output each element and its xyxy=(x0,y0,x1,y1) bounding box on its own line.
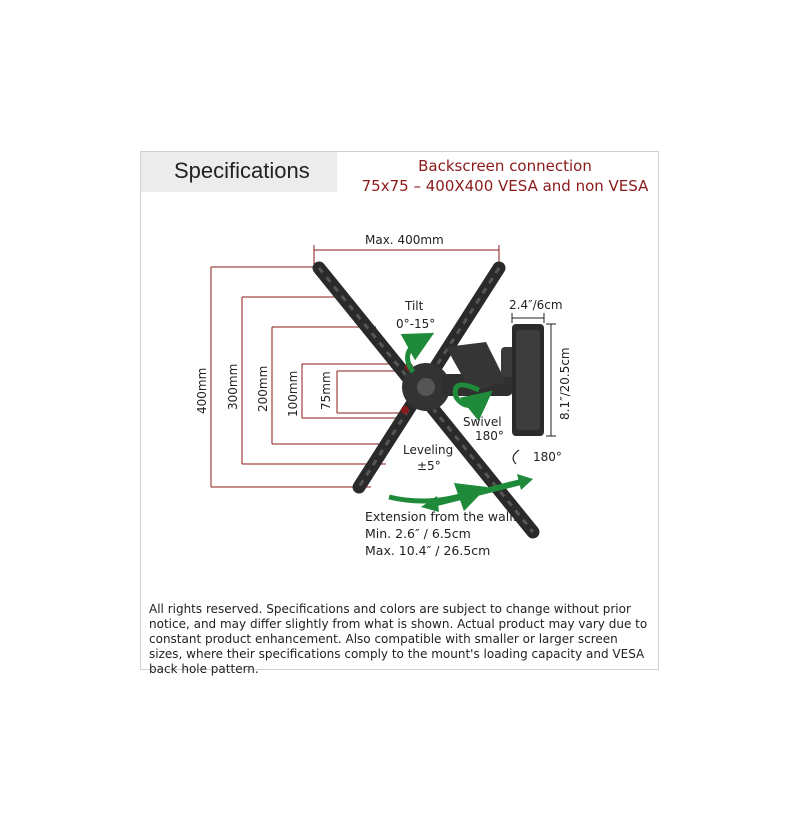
height-75-label: 75mm xyxy=(319,371,333,410)
vesa-range: 75x75 – 400X400 VESA and non VESA xyxy=(361,177,649,195)
max-width-label: Max. 400mm xyxy=(365,233,444,247)
arm-width-label: 2.4″/6cm xyxy=(509,298,563,312)
page-title: Specifications xyxy=(174,158,310,183)
height-200-label: 200mm xyxy=(256,365,270,412)
swivel-range: 180° xyxy=(475,429,504,443)
mount-bracket-icon xyxy=(319,268,533,532)
height-300-label: 300mm xyxy=(226,363,240,410)
tilt-label: Tilt xyxy=(405,299,424,313)
arm-height-label: 8.1″/20.5cm xyxy=(558,347,572,420)
extension-max: Max. 10.4″ / 26.5cm xyxy=(365,543,491,558)
disclaimer-text: All rights reserved. Specifications and colors are subject to change without prior notice, and may differ slightly from what is shown. Actual product may vary due to constant product enhancement. Also compatible with smaller or larger screen sizes, where their specifications comply to the mount's loading capacity and VESA back hole pattern. xyxy=(149,602,648,676)
height-100-label: 100mm xyxy=(286,370,300,417)
tilt-range: 0°-15° xyxy=(396,317,436,331)
swivel-label: Swivel xyxy=(463,415,502,429)
leveling-range: ±5° xyxy=(417,459,441,473)
height-400-label: 400mm xyxy=(195,367,209,414)
rotate-arrow-icon xyxy=(513,450,519,464)
spec-sheet xyxy=(140,151,659,676)
backscreen-heading: Backscreen connection xyxy=(418,157,592,175)
rotate-range: 180° xyxy=(533,450,562,464)
extension-title: Extension from the wall: xyxy=(365,509,517,524)
extension-min: Min. 2.6″ / 6.5cm xyxy=(365,526,471,541)
max-width-dimension xyxy=(314,233,499,264)
leveling-label: Leveling xyxy=(403,443,454,457)
